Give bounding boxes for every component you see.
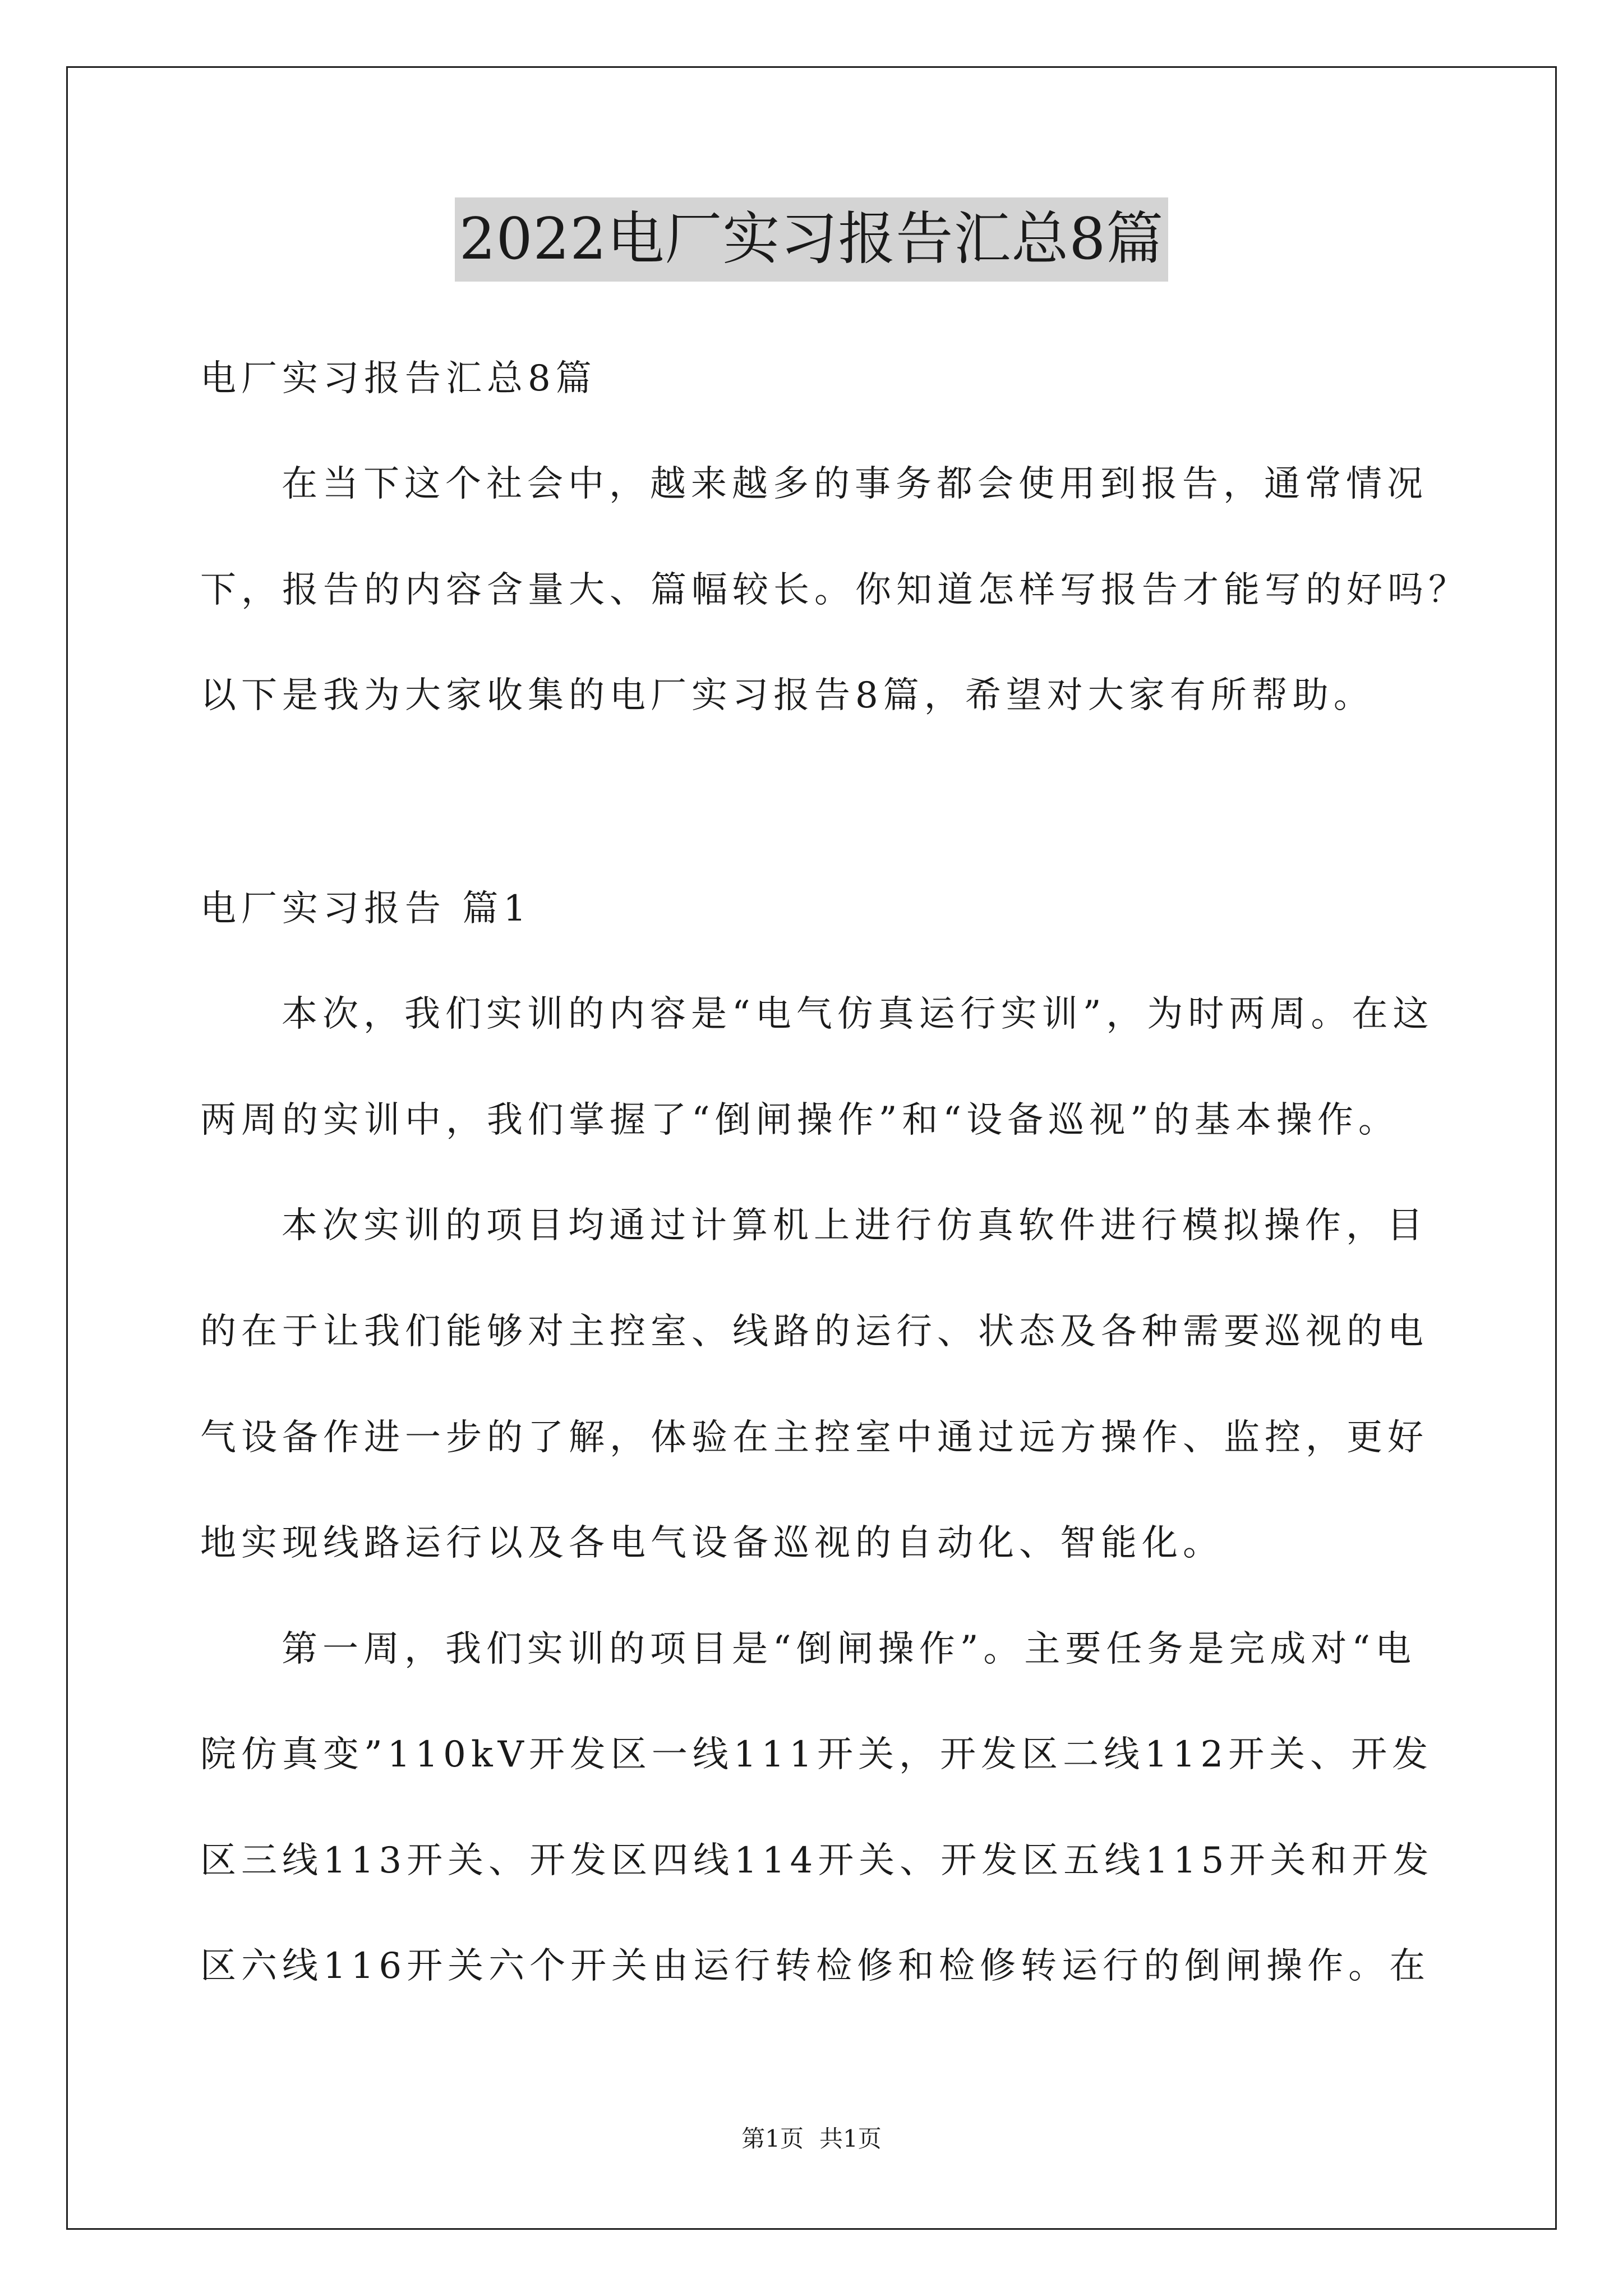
- subtitle-line: 电厂实习报告汇总8篇: [200, 358, 597, 399]
- paragraph-line: 气设备作进一步的了解，体验在主控室中通过远方操作、监控，更好: [200, 1417, 1428, 1458]
- paragraph-line: 地实现线路运行以及各电气设备巡视的自动化、智能化。: [200, 1522, 1224, 1564]
- document-title: 2022电厂实习报告汇总8篇: [455, 197, 1168, 282]
- paragraph-line: 两周的实训中，我们掌握了“倒闸操作”和“设备巡视”的基本操作。: [200, 1099, 1399, 1141]
- page-number: 第1页: [741, 2125, 804, 2152]
- section-heading: 电厂实习报告 篇1: [200, 888, 532, 930]
- paragraph-line: 以下是我为大家收集的电厂实习报告8篇，希望对大家有所帮助。: [200, 675, 1375, 716]
- page-total: 共1页: [819, 2125, 882, 2152]
- paragraph-line: 的在于让我们能够对主控室、线路的运行、状态及各种需要巡视的电: [200, 1311, 1428, 1352]
- page-footer: [0, 2122, 1623, 2156]
- paragraph-line: 院仿真变”110kV开发区一线111开关，开发区二线112开关、开发: [200, 1734, 1433, 1775]
- paragraph-line: 下，报告的内容含量大、篇幅较长。你知道怎样写报告才能写的好吗？: [200, 569, 1469, 611]
- title-container: [0, 197, 1623, 282]
- paragraph-line: 区六线116开关六个开关由运行转检修和检修转运行的倒闸操作。在: [200, 1945, 1431, 1987]
- paragraph-line: 本次实训的项目均通过计算机上进行仿真软件进行模拟操作，目: [282, 1205, 1428, 1246]
- paragraph-line: 区三线113开关、开发区四线114开关、开发区五线115开关和开发: [200, 1840, 1434, 1881]
- paragraph-line: 本次，我们实训的内容是“电气仿真运行实训”，为时两周。在这: [282, 993, 1434, 1035]
- paragraph-line: 在当下这个社会中，越来越多的事务都会使用到报告，通常情况: [282, 463, 1428, 505]
- paragraph-line: 第一周，我们实训的项目是“倒闸操作”。主要任务是完成对“电: [282, 1628, 1417, 1670]
